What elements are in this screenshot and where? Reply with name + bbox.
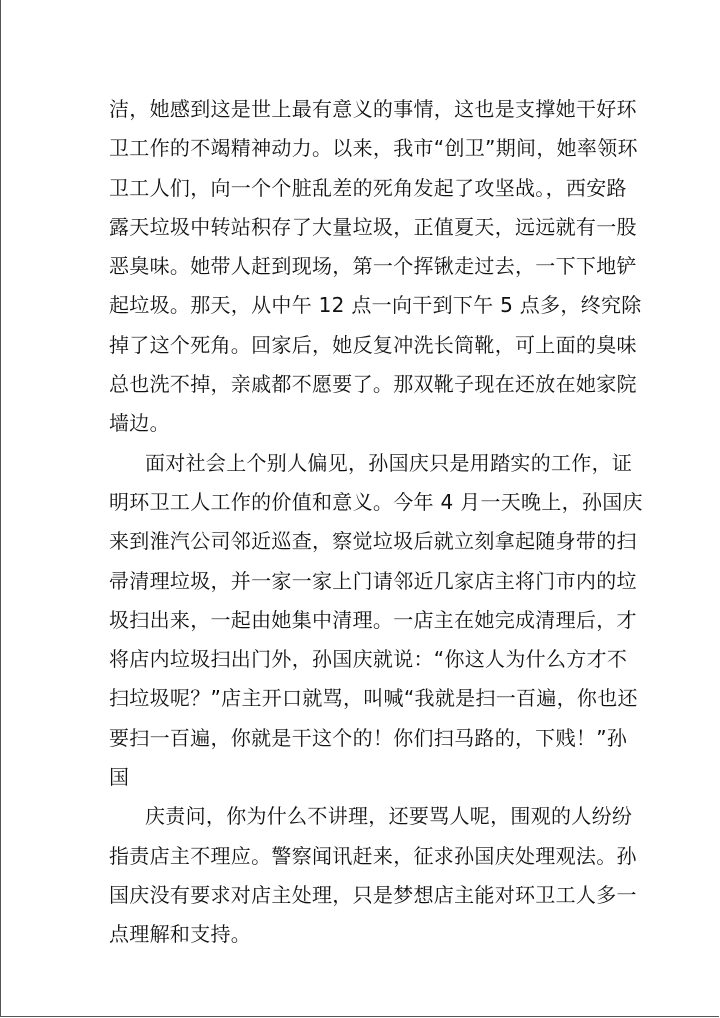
document-body: [109, 90, 643, 955]
paragraph-3-line: 庆责问，你为什么不讲理，还要骂人呢，围观的人纷纷: [145, 804, 633, 829]
paragraph-3-line: 点理解和支持。: [109, 922, 252, 947]
paragraph-3: [109, 797, 637, 954]
paragraph-1-line: 洁，她感到这是世上最有意义的事情，这也是支撑她干好环: [109, 97, 637, 121]
paragraph-3-line: 指责店主不理应。警察闻讯赶来，征求孙国庆处理观法。孙: [109, 843, 637, 868]
paragraph-2-line: 将店内垃圾扫出门外，孙国庆就说：“你这人为什么方才不: [109, 647, 628, 672]
paragraph-2-line: 圾扫出来，一起由她集中清理。一店主在她完成清理后，才: [109, 607, 637, 632]
paragraph-2-line: 帚清理垃圾，并一家一家上门请邻近几家店主将门市内的垃: [109, 568, 637, 593]
paragraph-1-line: 总也洗不掉，亲戚都不愿要了。那双靴子现在还放在她家院: [109, 372, 637, 397]
paragraph-2: [109, 444, 643, 798]
paragraph-1-line: 掉了这个死角。回家后，她反复冲洗长筒靴，可上面的臭味: [109, 332, 637, 357]
paragraph-2-line: 国: [109, 765, 130, 790]
paragraph-1-line: 墙边。: [109, 411, 170, 436]
paragraph-2-line: 要扫一百遍，你就是干这个的！你们扫马路的，下贱！”孙: [109, 725, 628, 750]
paragraph-1-line: 卫工作的不竭精神动力。以来，我市“创卫”期间，她率领环: [109, 136, 638, 161]
paragraph-1: [109, 90, 642, 444]
paragraph-2-line: 来到淮汽公司邻近巡查，察觉垃圾后就立刻拿起随身带的扫: [109, 529, 637, 554]
paragraph-3-line: 国庆没有要求对店主处理，只是梦想店主能对环卫工人多一: [109, 882, 637, 907]
paragraph-2-line: 扫垃圾呢？”店主开口就骂，叫喊“我就是扫一百遍，你也还: [109, 686, 638, 711]
paragraph-1-line: 卫工人们，向一个个脏乱差的死角发起了攻坚战。，西安路: [109, 175, 627, 200]
paragraph-1-line: 恶臭味。她带人赶到现场，第一个挥锹走过去，一下下地铲: [109, 254, 637, 279]
paragraph-2-line: 面对社会上个别人偏见，孙国庆只是用踏实的工作，证: [145, 450, 633, 475]
paragraph-2-line: 明环卫工人工作的价值和意义。今年 4 月一天晚上，孙国庆: [109, 489, 643, 514]
paragraph-1-line: 露天垃圾中转站积存了大量垃圾，正值夏天，远远就有一股: [109, 214, 637, 239]
paragraph-1-line: 起垃圾。那天，从中午 12 点一向干到下午 5 点多，终究除: [109, 293, 642, 318]
